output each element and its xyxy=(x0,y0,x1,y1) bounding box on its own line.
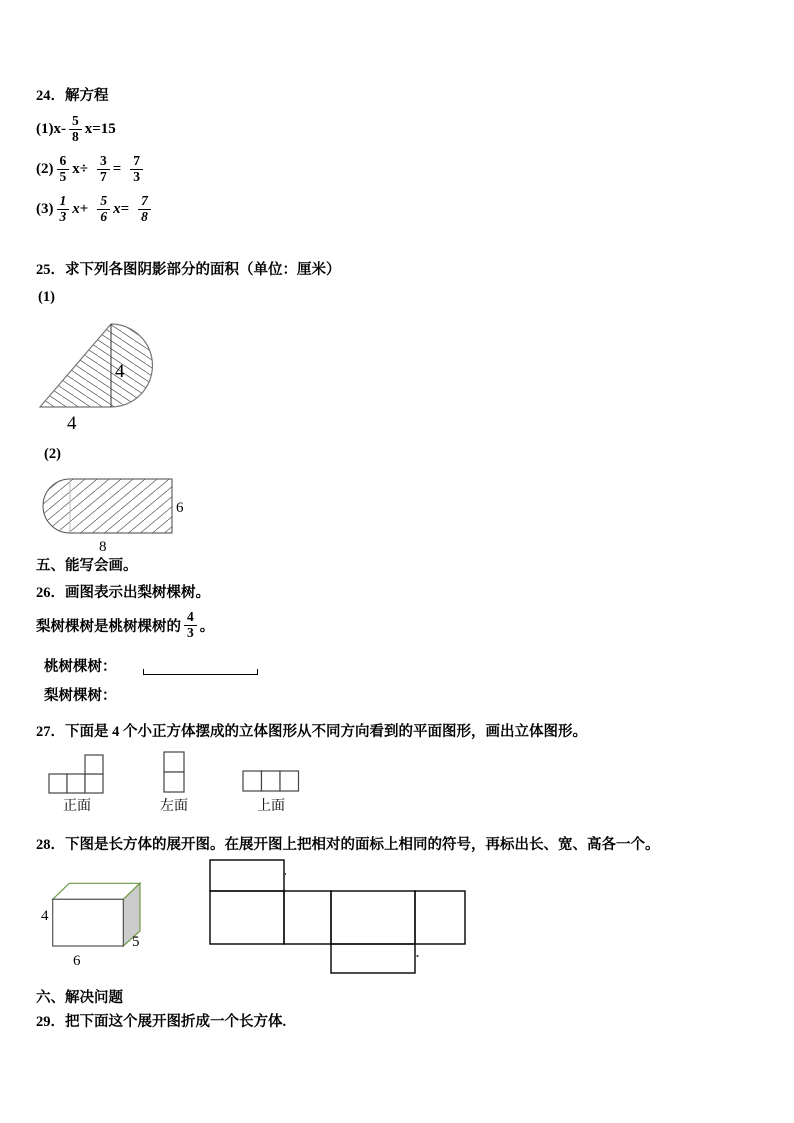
eq3-x2: x xyxy=(113,200,121,217)
net-face-1 xyxy=(210,891,284,944)
fig2-semicircle xyxy=(43,479,70,533)
fig1-triangle-semicircle-shape xyxy=(40,324,152,407)
top-view-cell xyxy=(262,771,281,791)
front-view-cell xyxy=(67,774,85,793)
q25-figure-2 xyxy=(36,470,191,554)
q26-peach-label: 桃树棵树： xyxy=(44,659,117,675)
q26-peach-segment-bar xyxy=(143,669,258,675)
eq1-suffix: x=15 xyxy=(84,120,116,137)
top-view-cell xyxy=(280,771,299,791)
q26-ratio-line xyxy=(36,603,214,647)
q26-title: 26．画图表示出梨树棵树。 xyxy=(36,585,210,601)
net-face-3 xyxy=(331,891,415,944)
top-view-cell xyxy=(243,771,262,791)
eq1-fraction: $\frac{5}{8}$ xyxy=(69,114,82,145)
q24-equation-1 xyxy=(36,111,116,147)
cuboid-width-dimension: 6 xyxy=(73,953,81,969)
fig2-height-dimension: 6 xyxy=(176,500,184,516)
q24-title: 24．解方程 xyxy=(36,88,109,104)
eq3-plus: + xyxy=(79,200,89,217)
q25-fig2-number: (2) xyxy=(44,446,61,462)
q28-title: 28．下图是长方体的展开图。在展开图上把相对的面标上相同的符号，再标出长、宽、高各一个。 xyxy=(36,837,660,853)
q26-pear-label: 梨树棵树： xyxy=(44,688,117,704)
net-face-bottom xyxy=(331,944,415,973)
front-view-cell xyxy=(85,774,103,793)
q28-net xyxy=(205,855,473,977)
q27-top-caption: 上面 xyxy=(257,799,285,814)
eq3-x1: x xyxy=(72,200,80,217)
q24-equation-2 xyxy=(36,151,146,187)
stray-dot xyxy=(284,873,286,875)
stray-dot xyxy=(416,955,418,957)
q27-top-view xyxy=(242,770,302,794)
eq2-operator: x÷ xyxy=(72,160,88,177)
section-6-title: 六、解决问题 xyxy=(36,990,123,1006)
q27-front-view xyxy=(48,752,106,794)
cuboid-height-dimension: 4 xyxy=(41,908,49,924)
front-view-cell xyxy=(49,774,67,793)
eq3-equals: = xyxy=(120,200,130,217)
eq2-fraction-3: $\frac{7}{3}$ xyxy=(130,154,143,185)
fig2-rectangle xyxy=(70,479,172,533)
left-view-cell xyxy=(164,772,184,792)
q25-fig1-number: (1) xyxy=(38,289,55,305)
q27-left-caption: 左面 xyxy=(160,799,188,814)
eq2-fraction-2: $\frac{3}{7}$ xyxy=(97,154,110,185)
fig1-side-dimension: 4 xyxy=(115,361,125,382)
q26-ratio-period: 。 xyxy=(199,618,215,635)
eq3-fraction-3: $\frac{7}{8}$ xyxy=(138,194,151,225)
net-face-top xyxy=(210,860,284,891)
net-face-2 xyxy=(284,891,331,944)
fig1-base-dimension: 4 xyxy=(67,413,77,434)
q24-equation-3 xyxy=(36,191,154,227)
section-5-title: 五、能写会画。 xyxy=(36,558,138,574)
eq1-prefix: (1)x- xyxy=(36,120,66,137)
eq2-equals: = xyxy=(112,160,122,177)
cuboid-depth-dimension: 5 xyxy=(132,934,140,950)
eq3-number: (3) xyxy=(36,200,54,217)
eq3-fraction-1: $\frac{1}{3}$ xyxy=(57,194,70,225)
q28-cuboid xyxy=(36,874,156,970)
q25-figure-1 xyxy=(38,316,163,436)
left-view-cell xyxy=(164,752,184,772)
q27-front-caption: 正面 xyxy=(63,799,91,814)
q26-fraction: $\frac{4}{3}$ xyxy=(184,610,197,641)
q29-title: 29．把下面这个展开图折成一个长方体. xyxy=(36,1014,287,1030)
fig2-width-dimension: 8 xyxy=(99,539,107,554)
q27-left-view xyxy=(163,751,186,794)
eq2-fraction-1: $\frac{6}{5}$ xyxy=(57,154,70,185)
eq2-number: (2) xyxy=(36,160,54,177)
q27-title: 27．下面是 4 个小正方体摆成的立体图形从不同方向看到的平面图形，画出立体图形。 xyxy=(36,724,587,740)
eq3-fraction-2: $\frac{5}{6}$ xyxy=(97,194,110,225)
cuboid-front-face xyxy=(53,899,124,946)
q25-title: 25．求下列各图阴影部分的面积（单位：厘米） xyxy=(36,262,341,278)
q26-ratio-text: 梨树棵树是桃树棵树的 xyxy=(36,618,181,635)
front-view-cell xyxy=(85,755,103,774)
net-face-4 xyxy=(415,891,465,944)
